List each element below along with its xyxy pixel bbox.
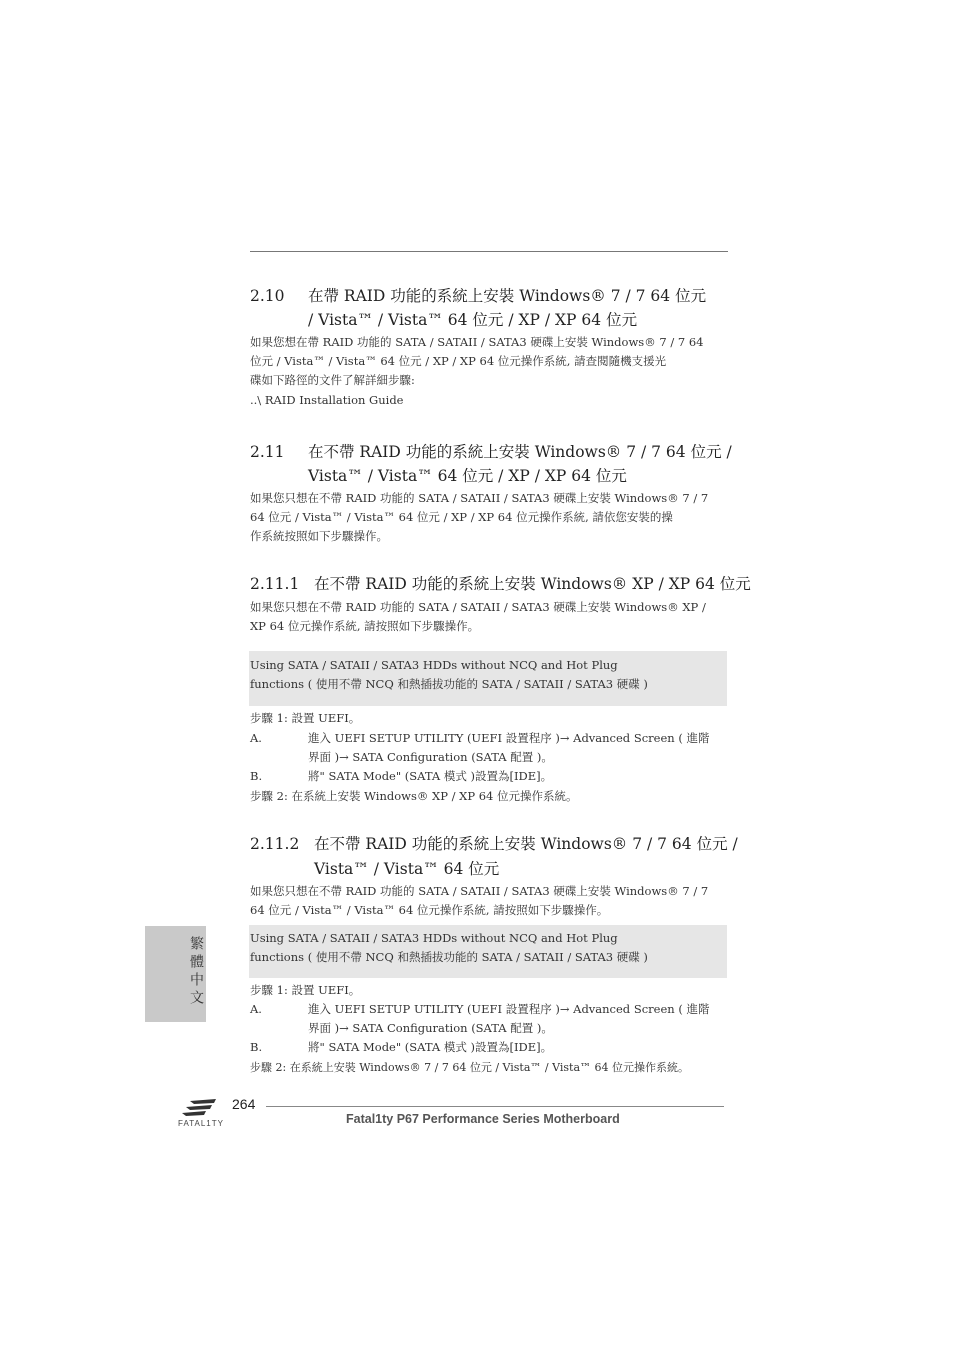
- fatal1ty-logo: [176, 1097, 230, 1131]
- logo-wordmark: FATAL1TY: [178, 1119, 224, 1128]
- note-box-line: Using SATA / SATAII / SATA3 HDDs without NCQ and Hot Plug: [250, 658, 618, 672]
- step-b-line: 將" SATA Mode" (SATA 模式 )設置為[IDE]。: [308, 1040, 553, 1054]
- section-2-11-1-heading: [250, 572, 751, 596]
- section-number: 2.10: [250, 287, 285, 305]
- fatal1ty-logo-icon: [176, 1097, 230, 1119]
- note-box-line: functions ( 使用不帶 NCQ 和熱插拔功能的 SATA / SATAII / SATA3 硬碟 ): [250, 950, 648, 964]
- paragraph-line: 如果您只想在不帶 RAID 功能的 SATA / SATAII / SATA3 硬碟上安裝 Windows® 7 / 7: [250, 884, 709, 898]
- step-a-line1: 進入 UEFI SETUP UTILITY (UEFI 設置程序 )→ Advanced Screen ( 進階: [308, 1002, 710, 1016]
- language-side-tab: [145, 926, 206, 1022]
- step-b-line: 將" SATA Mode" (SATA 模式 )設置為[IDE]。: [308, 769, 553, 783]
- path-reference: ..\ RAID Installation Guide: [250, 393, 404, 407]
- section-2-11-2-heading: [250, 832, 738, 856]
- section-2-11-heading: [250, 440, 732, 464]
- note-box-line: Using SATA / SATAII / SATA3 HDDs without NCQ and Hot Plug: [250, 931, 618, 945]
- paragraph-line: 64 位元 / Vista™ / Vista™ 64 位元操作系統, 請按照如下步驟操作。: [250, 903, 609, 917]
- note-box-line: functions ( 使用不帶 NCQ 和熱插拔功能的 SATA / SATAII / SATA3 硬碟 ): [250, 677, 648, 691]
- section-2-10-heading: [250, 284, 706, 308]
- page-number: 264: [232, 1096, 256, 1112]
- paragraph-line: 作系統按照如下步驟操作。: [250, 529, 388, 543]
- language-label: 繁體中文: [188, 936, 204, 1008]
- step-1: 步驟 1: 設置 UEFI。: [250, 711, 361, 725]
- header-rule: [250, 251, 728, 252]
- section-number: 2.11.2: [250, 835, 300, 853]
- section-number: 2.11: [250, 443, 285, 461]
- paragraph-line: 碟如下路徑的文件了解詳細步驟:: [250, 373, 415, 387]
- paragraph-line: 如果您只想在不帶 RAID 功能的 SATA / SATAII / SATA3 硬碟上安裝 Windows® 7 / 7: [250, 491, 709, 505]
- step-a-line2: 界面 )→ SATA Configuration (SATA 配置 )。: [308, 750, 553, 764]
- section-2-10-title-line2: / Vista™ / Vista™ 64 位元 / XP / XP 64 位元: [308, 311, 638, 329]
- paragraph-line: 64 位元 / Vista™ / Vista™ 64 位元 / XP / XP 64 位元操作系統, 請依您安裝的操: [250, 510, 673, 524]
- step-a-label: A.: [250, 731, 262, 745]
- step-2: 步驟 2: 在系統上安裝 Windows® 7 / 7 64 位元 / Vista™ / Vista™ 64 位元操作系統。: [250, 1061, 689, 1074]
- step-a-line2: 界面 )→ SATA Configuration (SATA 配置 )。: [308, 1021, 553, 1035]
- step-1: 步驟 1: 設置 UEFI。: [250, 983, 361, 997]
- section-2-11-2-title-line2: Vista™ / Vista™ 64 位元: [314, 860, 500, 878]
- paragraph-line: XP 64 位元操作系統, 請按照如下步驟操作。: [250, 619, 480, 633]
- step-a-label: A.: [250, 1002, 262, 1016]
- section-title-line1: 在不帶 RAID 功能的系統上安裝 Windows® 7 / 7 64 位元 /: [308, 443, 732, 461]
- step-2: 步驟 2: 在系統上安裝 Windows® XP / XP 64 位元操作系統。: [250, 789, 578, 803]
- section-2-11-title-line2: Vista™ / Vista™ 64 位元 / XP / XP 64 位元: [308, 467, 627, 485]
- step-a-line1: 進入 UEFI SETUP UTILITY (UEFI 設置程序 )→ Advanced Screen ( 進階: [308, 731, 710, 745]
- paragraph-line: 如果您只想在不帶 RAID 功能的 SATA / SATAII / SATA3 硬碟上安裝 Windows® XP /: [250, 600, 706, 614]
- section-title-line1: 在不帶 RAID 功能的系統上安裝 Windows® 7 / 7 64 位元 /: [314, 835, 738, 853]
- section-number: 2.11.1: [250, 575, 300, 593]
- step-b-label: B.: [250, 1040, 263, 1054]
- step-b-label: B.: [250, 769, 263, 783]
- footer-title: Fatal1ty P67 Performance Series Motherboard: [346, 1112, 620, 1126]
- paragraph-line: 位元 / Vista™ / Vista™ 64 位元 / XP / XP 64 位元操作系統, 請查閱隨機支援光: [250, 354, 667, 368]
- section-title: 在不帶 RAID 功能的系統上安裝 Windows® XP / XP 64 位元: [314, 575, 751, 593]
- section-title-line1: 在帶 RAID 功能的系統上安裝 Windows® 7 / 7 64 位元: [308, 287, 707, 305]
- footer-rule: [266, 1106, 724, 1107]
- paragraph-line: 如果您想在帶 RAID 功能的 SATA / SATAII / SATA3 硬碟上安裝 Windows® 7 / 7 64: [250, 335, 704, 349]
